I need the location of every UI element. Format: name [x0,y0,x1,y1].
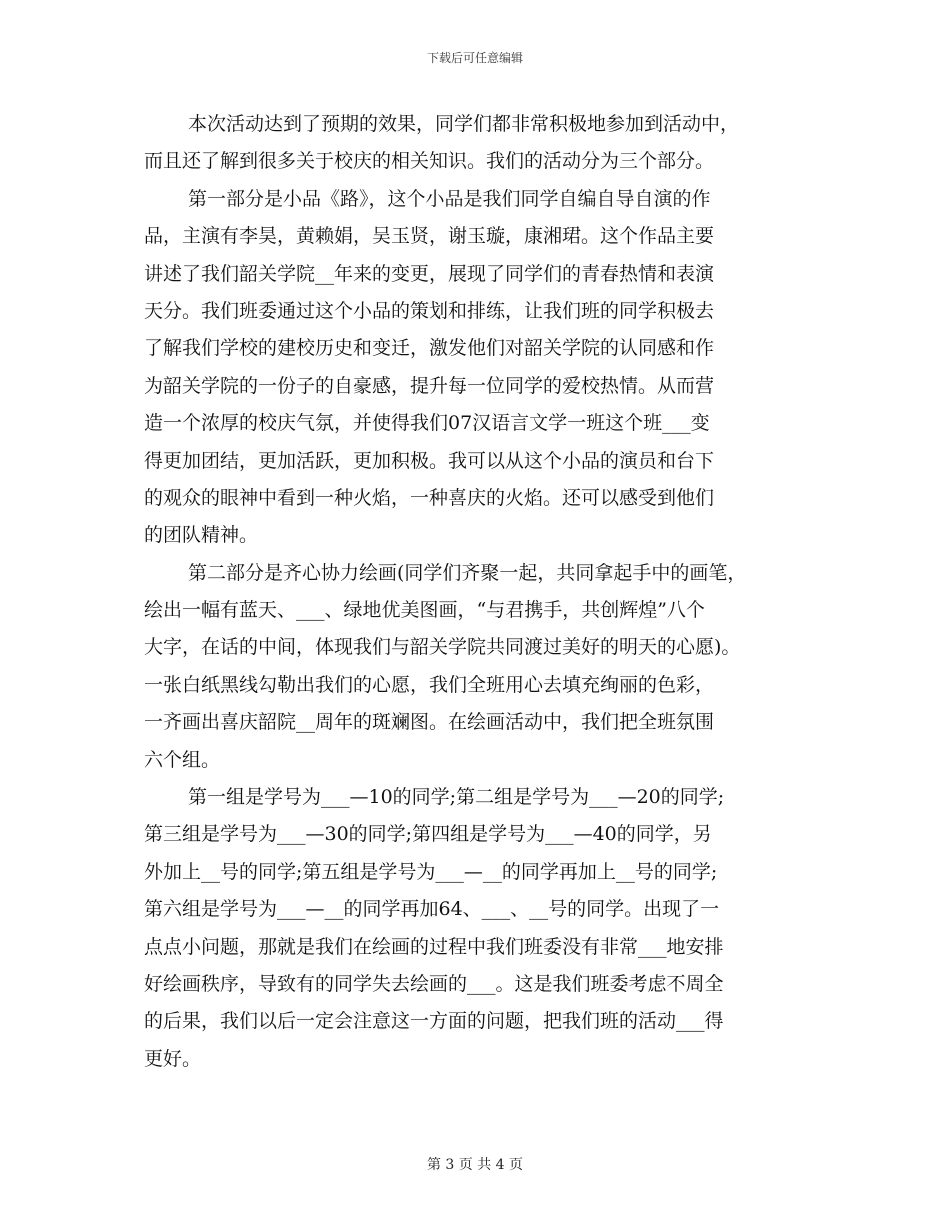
text-line: 更好。 [144,1047,202,1070]
text-line: 六个组。 [144,748,221,771]
text-line: 的后果，我们以后一定会注意这一方面的问题，把我们班的活动___得 [144,1010,724,1033]
text-line: 的观众的眼神中看到一种火焰，一种喜庆的火焰。还可以感受到他们 [144,486,715,509]
text-line: 第一组是学号为___—10的同学;第二组是学号为___—20的同学; [188,786,725,809]
text-line: 绘出一幅有蓝天、___、绿地优美图画，“与君携手，共创辉煌”八个 [144,599,705,622]
paragraph [144,555,808,779]
page-header: 下载后可任意编辑 [426,51,523,65]
text-line: 造一个浓厚的校庆气氛，并使得我们07汉语言文学一班这个班___变 [144,412,710,435]
paragraph [144,779,808,1078]
text-line: 一张白纸黑线勾勒出我们的心愿，我们全班用心去填充绚丽的色彩， [144,673,715,696]
text-line: 第一部分是小品《路》，这个小品是我们同学自编自导自演的作 [188,187,711,210]
paragraph [144,106,808,181]
text-line: 第三组是学号为___—30的同学;第四组是学号为___—40的同学，另 [144,823,712,846]
text-line: 一齐画出喜庆韶院__周年的斑斓图。在绘画活动中，我们把全班氛围 [144,711,715,734]
page-footer: 第 3 页 共 4 页 [426,1157,524,1173]
text-line: 而且还了解到很多关于校庆的相关知识。我们的活动分为三个部分。 [144,150,715,173]
text-line: 品，主演有李昊，黄赖娟，吴玉贤，谢玉璇，康湘珺。这个作品主要 [144,225,715,248]
text-line: 天分。我们班委通过这个小品的策划和排练，让我们班的同学积极去 [144,299,715,322]
text-line: 的团队精神。 [144,524,259,547]
text-line: 大字，在话的中间，体现我们与韶关学院共同渡过美好的明天的心愿)。 [144,636,741,659]
text-line: 第二部分是齐心协力绘画(同学们齐聚一起，共同拿起手中的画笔， [188,561,747,584]
paragraph [144,181,808,555]
text-line: 第六组是学号为___—__的同学再加64、___、__号的同学。出现了一 [144,898,720,921]
text-line: 本次活动达到了预期的效果，同学们都非常积极地参加到活动中， [188,113,740,135]
text-line: 得更加团结，更加活跃，更加积极。我可以从这个小品的演员和台下 [144,449,715,472]
text-line: 了解我们学校的建校历史和变迁，激发他们对韶关学院的认同感和作 [144,337,715,360]
text-line: 点点小问题，那就是我们在绘画的过程中我们班委没有非常___地安排 [144,935,724,958]
document-body [144,106,808,1078]
text-line: 为韶关学院的一份子的自豪感，提升每一位同学的爱校热情。从而营 [144,374,715,397]
text-line: 好绘画秩序，导致有的同学失去绘画的___。这是我们班委考虑不周全 [144,972,724,995]
text-line: 讲述了我们韶关学院__年来的变更，展现了同学们的青春热情和表演 [144,262,715,285]
text-line: 外加上__号的同学;第五组是学号为___—__的同学再加上__号的同学; [144,860,718,883]
